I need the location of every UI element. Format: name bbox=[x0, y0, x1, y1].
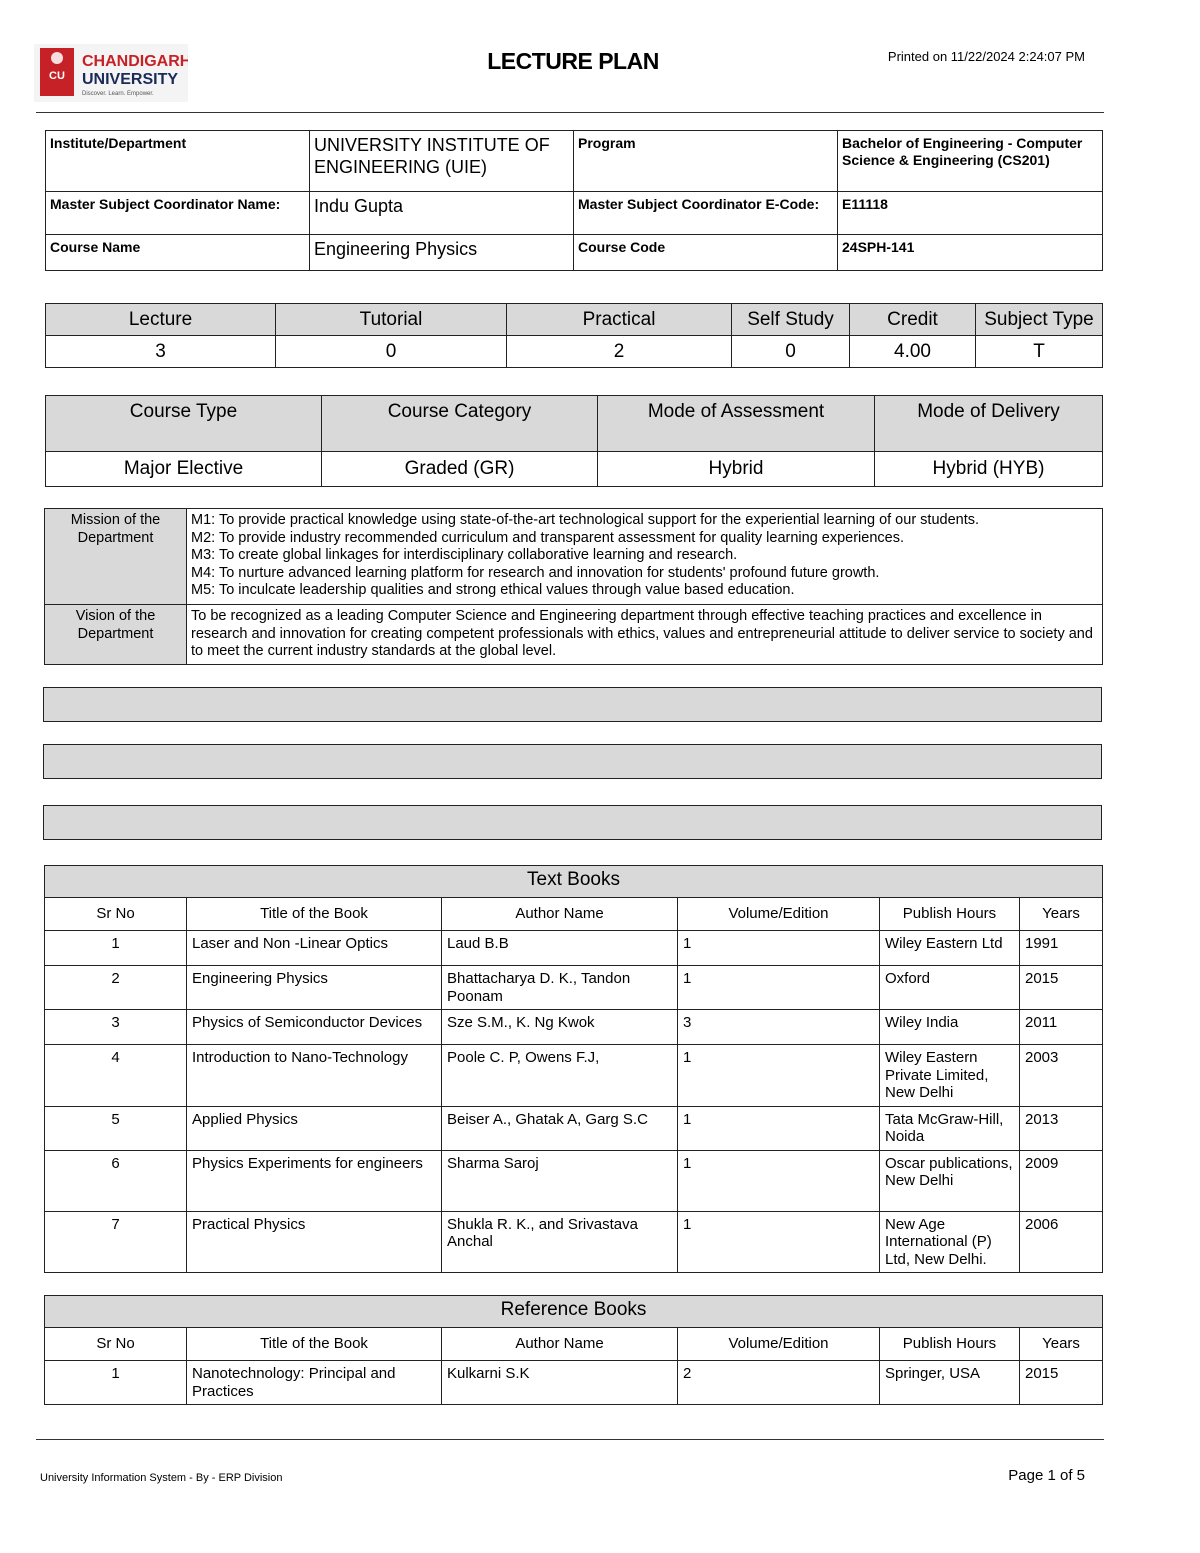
title-cell: Laser and Non -Linear Optics bbox=[187, 931, 442, 966]
coordinator-label: Master Subject Coordinator Name: bbox=[46, 192, 310, 235]
mission-vision-table bbox=[44, 508, 1103, 665]
sr-no-cell: 6 bbox=[45, 1150, 187, 1211]
year-cell: 2015 bbox=[1020, 966, 1103, 1010]
table-row bbox=[45, 1106, 1103, 1150]
table-row bbox=[45, 1150, 1103, 1211]
mission-line: M5: To inculcate leadership qualities and strong ethical values through value based education. bbox=[191, 582, 795, 598]
course-type-header: Course Category bbox=[322, 396, 598, 452]
year-cell: 2011 bbox=[1020, 1010, 1103, 1045]
course-code-label: Course Code bbox=[574, 235, 838, 271]
footer-system-text: University Information System - By - ERP Division bbox=[40, 1472, 283, 1484]
ecode-label: Master Subject Coordinator E-Code: bbox=[574, 192, 838, 235]
column-header: Title of the Book bbox=[187, 1328, 442, 1361]
text-books-caption: Text Books bbox=[45, 866, 1103, 898]
sr-no-cell: 4 bbox=[45, 1045, 187, 1107]
column-header: Volume/Edition bbox=[678, 898, 880, 931]
vision-text: To be recognized as a leading Computer Science and Engineering department through effective teaching practices and excellence in research and innovation for creating competent professionals with ethics, values and entrepreneurial attitude to deliver service to society and to meet the current industry standards at the global level. bbox=[187, 605, 1103, 665]
ltp-header: Credit bbox=[850, 304, 976, 336]
publisher-cell: Wiley India bbox=[880, 1010, 1020, 1045]
publisher-cell: Tata McGraw-Hill, Noida bbox=[880, 1106, 1020, 1150]
course-info-table bbox=[45, 130, 1103, 271]
edition-cell: 3 bbox=[678, 1010, 880, 1045]
mission-line: M2: To provide industry recommended curriculum and transparent assessment for quality learning experiences. bbox=[191, 529, 904, 546]
title-cell: Physics of Semiconductor Devices bbox=[187, 1010, 442, 1045]
empty-section-bar bbox=[43, 805, 1102, 840]
publisher-cell: Wiley Eastern Ltd bbox=[880, 931, 1020, 966]
course-name-label: Course Name bbox=[46, 235, 310, 271]
year-cell: 2006 bbox=[1020, 1211, 1103, 1273]
table-row bbox=[45, 931, 1103, 966]
author-cell: Bhattacharya D. K., Tandon Poonam bbox=[442, 966, 678, 1010]
page-title: LECTURE PLAN bbox=[487, 48, 659, 74]
sr-no-cell: 5 bbox=[45, 1106, 187, 1150]
logo-text-line2: UNIVERSITY bbox=[82, 71, 179, 88]
course-type-value: Hybrid bbox=[598, 452, 875, 487]
coordinator-value: Indu Gupta bbox=[310, 192, 574, 235]
course-type-value: Graded (GR) bbox=[322, 452, 598, 487]
empty-section-bar bbox=[43, 744, 1102, 779]
author-cell: Sze S.M., K. Ng Kwok bbox=[442, 1010, 678, 1045]
program-label: Program bbox=[574, 131, 838, 192]
column-header: Years bbox=[1020, 1328, 1103, 1361]
sr-no-cell: 1 bbox=[45, 1361, 187, 1405]
page-number: Page 1 of 5 bbox=[1008, 1467, 1085, 1484]
ltp-header: Practical bbox=[507, 304, 732, 336]
publisher-cell: Wiley Eastern Private Limited, New Delhi bbox=[880, 1045, 1020, 1107]
institute-label: Institute/Department bbox=[46, 131, 310, 192]
ltp-header: Lecture bbox=[46, 304, 276, 336]
year-cell: 2015 bbox=[1020, 1361, 1103, 1405]
sr-no-cell: 3 bbox=[45, 1010, 187, 1045]
year-cell: 2003 bbox=[1020, 1045, 1103, 1107]
column-header: Years bbox=[1020, 898, 1103, 931]
title-cell: Engineering Physics bbox=[187, 966, 442, 1010]
logo-text-line1: CHANDIGARH bbox=[82, 53, 188, 70]
footer-divider bbox=[36, 1439, 1104, 1440]
author-cell: Sharma Saroj bbox=[442, 1150, 678, 1211]
table-row bbox=[45, 1211, 1103, 1273]
column-header: Volume/Edition bbox=[678, 1328, 880, 1361]
reference-books-table bbox=[44, 1295, 1103, 1405]
edition-cell: 1 bbox=[678, 1106, 880, 1150]
credit-structure-table bbox=[45, 303, 1103, 368]
column-header: Publish Hours bbox=[880, 898, 1020, 931]
publisher-cell: Oxford bbox=[880, 966, 1020, 1010]
course-name-value: Engineering Physics bbox=[310, 235, 574, 271]
ltp-value: 0 bbox=[276, 336, 507, 368]
mission-line: M1: To provide practical knowledge using state-of-the-art technological support for the experiential learning of our students. bbox=[191, 512, 980, 528]
vision-label: Vision of the Department bbox=[45, 605, 187, 665]
author-cell: Beiser A., Ghatak A, Garg S.C bbox=[442, 1106, 678, 1150]
ltp-header: Self Study bbox=[732, 304, 850, 336]
column-header: Sr No bbox=[45, 1328, 187, 1361]
publisher-cell: Springer, USA bbox=[880, 1361, 1020, 1405]
title-cell: Introduction to Nano-Technology bbox=[187, 1045, 442, 1107]
mission-text bbox=[187, 509, 1103, 605]
ltp-value: 0 bbox=[732, 336, 850, 368]
ltp-value: 3 bbox=[46, 336, 276, 368]
edition-cell: 1 bbox=[678, 1045, 880, 1107]
program-value: Bachelor of Engineering - Computer Science & Engineering (CS201) bbox=[838, 131, 1103, 192]
edition-cell: 2 bbox=[678, 1361, 880, 1405]
institute-value: UNIVERSITY INSTITUTE OF ENGINEERING (UIE) bbox=[310, 131, 574, 192]
header-divider bbox=[36, 112, 1104, 113]
edition-cell: 1 bbox=[678, 931, 880, 966]
logo-badge: CU bbox=[49, 70, 65, 82]
course-type-value: Hybrid (HYB) bbox=[875, 452, 1103, 487]
column-header: Author Name bbox=[442, 898, 678, 931]
column-header: Title of the Book bbox=[187, 898, 442, 931]
edition-cell: 1 bbox=[678, 1150, 880, 1211]
logo-tagline: Discover. Learn. Empower. bbox=[82, 91, 154, 97]
ecode-value: E11118 bbox=[838, 192, 1103, 235]
course-code-value: 24SPH-141 bbox=[838, 235, 1103, 271]
sr-no-cell: 7 bbox=[45, 1211, 187, 1273]
printed-timestamp: Printed on 11/22/2024 2:24:07 PM bbox=[887, 49, 1085, 64]
author-cell: Laud B.B bbox=[442, 931, 678, 966]
ltp-value: 4.00 bbox=[850, 336, 976, 368]
course-type-header: Course Type bbox=[46, 396, 322, 452]
table-row bbox=[45, 966, 1103, 1010]
mission-label: Mission of the Department bbox=[45, 509, 187, 605]
title-cell: Applied Physics bbox=[187, 1106, 442, 1150]
publisher-cell: New Age International (P) Ltd, New Delhi. bbox=[880, 1211, 1020, 1273]
author-cell: Poole C. P, Owens F.J, bbox=[442, 1045, 678, 1107]
table-row bbox=[45, 1361, 1103, 1405]
title-cell: Nanotechnology: Principal and Practices bbox=[187, 1361, 442, 1405]
ltp-header: Tutorial bbox=[276, 304, 507, 336]
author-cell: Shukla R. K., and Srivastava Anchal bbox=[442, 1211, 678, 1273]
year-cell: 2009 bbox=[1020, 1150, 1103, 1211]
course-type-header: Mode of Assessment bbox=[598, 396, 875, 452]
course-type-table bbox=[45, 395, 1103, 487]
publisher-cell: Oscar publications, New Delhi bbox=[880, 1150, 1020, 1211]
ltp-header: Subject Type bbox=[976, 304, 1103, 336]
empty-section-bar bbox=[43, 687, 1102, 722]
year-cell: 2013 bbox=[1020, 1106, 1103, 1150]
reference-books-caption: Reference Books bbox=[45, 1296, 1103, 1328]
column-header: Author Name bbox=[442, 1328, 678, 1361]
edition-cell: 1 bbox=[678, 1211, 880, 1273]
title-cell: Practical Physics bbox=[187, 1211, 442, 1273]
course-type-header: Mode of Delivery bbox=[875, 396, 1103, 452]
edition-cell: 1 bbox=[678, 966, 880, 1010]
table-row bbox=[45, 1045, 1103, 1107]
table-row bbox=[45, 1010, 1103, 1045]
column-header: Publish Hours bbox=[880, 1328, 1020, 1361]
year-cell: 1991 bbox=[1020, 931, 1103, 966]
course-type-value: Major Elective bbox=[46, 452, 322, 487]
mission-line: M4: To nurture advanced learning platform for research and innovation for students' profound future growth. bbox=[191, 564, 880, 581]
ltp-value: T bbox=[976, 336, 1103, 368]
sr-no-cell: 2 bbox=[45, 966, 187, 1010]
title-cell: Physics Experiments for engineers bbox=[187, 1150, 442, 1211]
sr-no-cell: 1 bbox=[45, 931, 187, 966]
ltp-value: 2 bbox=[507, 336, 732, 368]
mission-line: M3: To create global linkages for interdisciplinary collaborative learning and research. bbox=[191, 547, 738, 563]
column-header: Sr No bbox=[45, 898, 187, 931]
author-cell: Kulkarni S.K bbox=[442, 1361, 678, 1405]
text-books-table bbox=[44, 865, 1103, 1273]
